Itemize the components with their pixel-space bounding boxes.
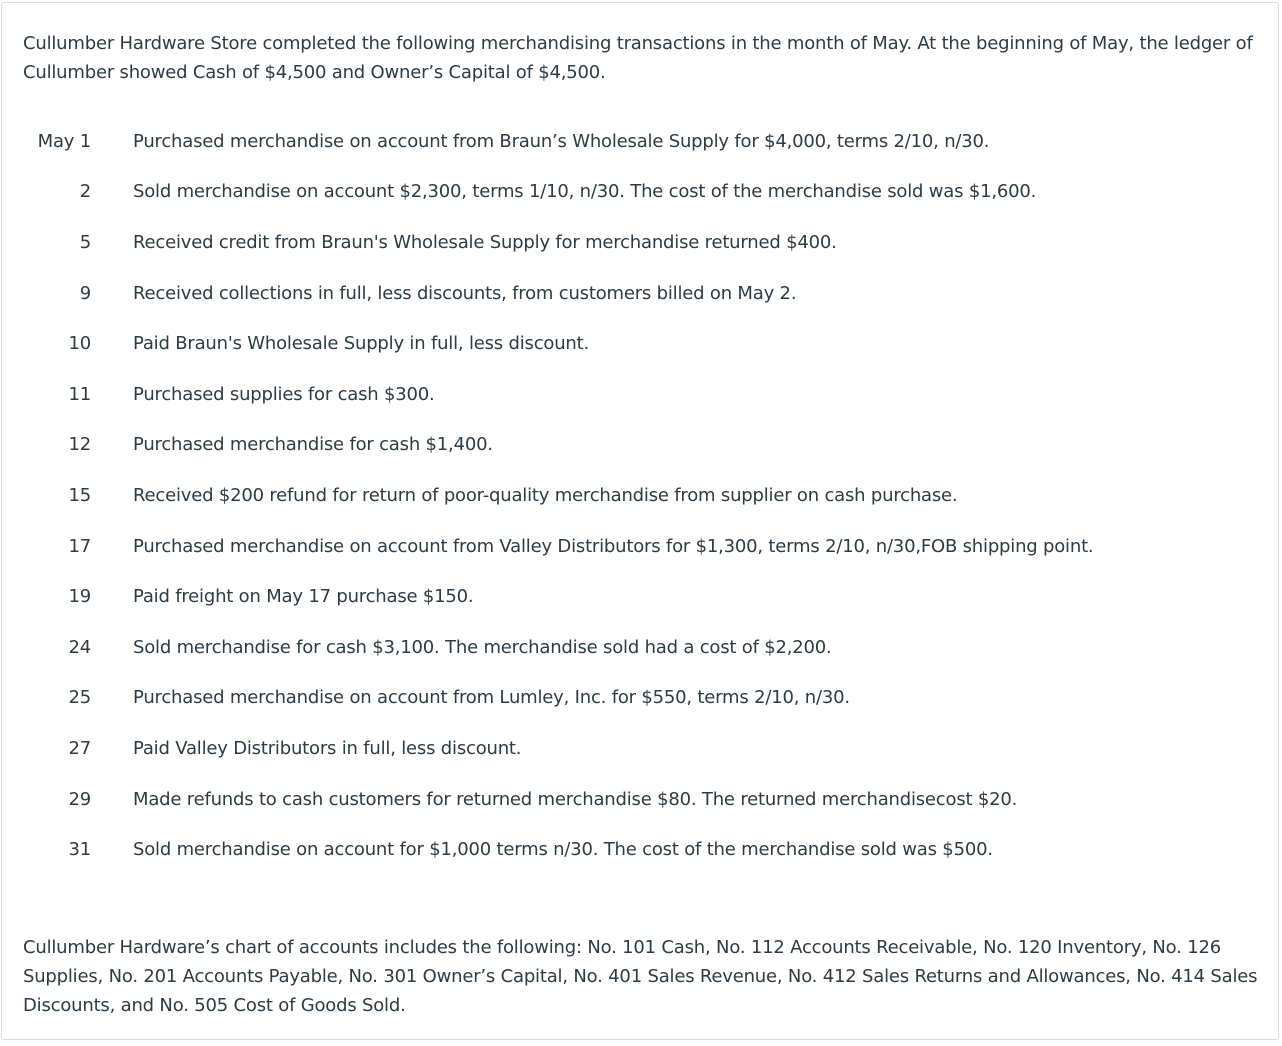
transaction-row — [22, 470, 1093, 521]
transaction-day: 2 — [79, 181, 91, 203]
transaction-row — [22, 268, 1093, 319]
transaction-row — [22, 723, 1093, 774]
transaction-description: Received collections in full, less discounts, from customers billed on May 2. — [133, 282, 797, 304]
intro-text: Cullumber Hardware Store completed the following merchandising transactions in the month of May. At the beginning of May, the ledger of Cullumber showed Cash of $4,500 and Owner’s Capital of $4,500. — [23, 33, 1253, 83]
transaction-day: 24 — [68, 636, 91, 658]
transaction-description: Purchased merchandise on account from Valley Distributors for $1,300, terms 2/10, n/30,FOB shipping point. — [133, 535, 1094, 557]
transaction-description: Sold merchandise on account for $1,000 terms n/30. The cost of the merchandise sold was $500. — [133, 839, 993, 861]
transaction-day: 12 — [68, 434, 91, 456]
transaction-description: Paid Valley Distributors in full, less discount. — [133, 737, 522, 759]
transaction-description: Paid freight on May 17 purchase $150. — [133, 586, 474, 608]
transaction-description: Paid Braun's Wholesale Supply in full, less discount. — [133, 333, 590, 355]
transaction-day: 19 — [68, 586, 91, 608]
transaction-description: Sold merchandise on account $2,300, terms 1/10, n/30. The cost of the merchandise sold was $1,600. — [133, 181, 1037, 203]
transaction-description: Purchased merchandise on account from Lumley, Inc. for $550, terms 2/10, n/30. — [133, 687, 850, 709]
transaction-day: 9 — [79, 282, 91, 304]
transactions-body — [22, 116, 1093, 875]
transaction-row — [22, 521, 1093, 572]
transaction-day: 27 — [68, 737, 91, 759]
transaction-row — [22, 420, 1093, 471]
transaction-day: 15 — [68, 484, 91, 506]
transaction-row — [22, 824, 1093, 875]
transaction-day: May 1 — [37, 130, 91, 152]
transaction-description: Made refunds to cash customers for returned merchandise $80. The returned merchandisecost $20. — [133, 788, 1018, 810]
transaction-day: 5 — [79, 231, 91, 253]
transaction-description: Received credit from Braun's Wholesale Supply for merchandise returned $400. — [133, 231, 837, 253]
transaction-row — [22, 116, 1093, 167]
chart-of-accounts-text: Cullumber Hardware’s chart of accounts includes the following: No. 101 Cash, No. 112 Accounts Receivable, No. 120 Inventory, No. 126 Supplies, No. 201 Accounts Payable, No. 301 Owner’s Capital, No. 401 Sales Revenue, No. 412 Sales Returns and Allowances, No. 414 Sales Discounts, and No. 505 Cost of Goods Sold. — [23, 937, 1258, 1016]
transactions-table — [22, 116, 1093, 875]
transaction-description: Received $200 refund for return of poor-quality merchandise from supplier on cash purchase. — [133, 484, 958, 506]
transaction-row — [22, 673, 1093, 724]
transaction-row — [22, 774, 1093, 825]
transaction-description: Sold merchandise for cash $3,100. The merchandise sold had a cost of $2,200. — [133, 636, 832, 658]
transaction-day: 17 — [68, 535, 91, 557]
transaction-row — [22, 622, 1093, 673]
question-panel — [1, 2, 1279, 1040]
transaction-row — [22, 318, 1093, 369]
transaction-description: Purchased merchandise for cash $1,400. — [133, 434, 493, 456]
transaction-day: 25 — [68, 687, 91, 709]
transaction-row — [22, 571, 1093, 622]
transaction-row — [22, 217, 1093, 268]
transaction-description: Purchased supplies for cash $300. — [133, 383, 435, 405]
transaction-day: 10 — [68, 333, 91, 355]
transaction-row — [22, 167, 1093, 218]
transaction-description: Purchased merchandise on account from Braun’s Wholesale Supply for $4,000, terms 2/10, n/30. — [133, 130, 990, 152]
transaction-row — [22, 369, 1093, 420]
transaction-day: 31 — [68, 839, 91, 861]
transaction-day: 29 — [68, 788, 91, 810]
transaction-day: 11 — [68, 383, 91, 405]
